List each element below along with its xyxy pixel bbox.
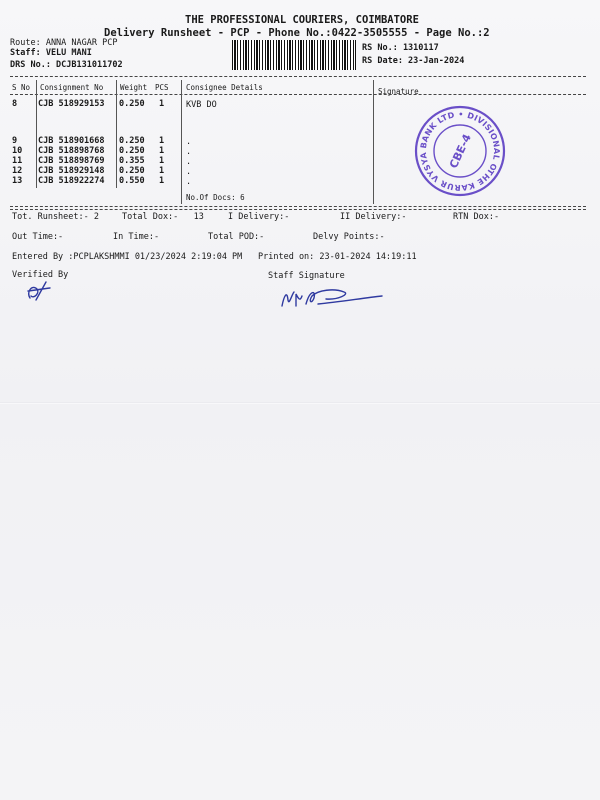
staff-signature: [278, 284, 384, 310]
stamp-center-text: CBE-4: [446, 132, 474, 171]
col-consignment: Consignment No: [40, 83, 104, 92]
table-row-sno: 8: [12, 99, 18, 109]
table-row-details: .: [186, 157, 192, 167]
table-row-consignment: CJB 518922274: [38, 176, 105, 186]
col-line: [181, 80, 182, 204]
table-row-pcs: 1: [159, 156, 165, 166]
col-weight: Weight: [120, 83, 148, 92]
table-row-sno: 13: [12, 176, 23, 186]
table-row-consignment: CJB 518929153: [38, 99, 105, 109]
i-delivery: I Delivery:-: [228, 212, 290, 222]
total-pod: Total POD:-: [208, 232, 265, 242]
tot-runsheet: Tot. Runsheet:- 2: [12, 212, 99, 222]
divider: [10, 206, 586, 207]
divider: [10, 76, 586, 77]
delvy-points: Delvy Points:-: [313, 232, 385, 242]
out-time: Out Time:-: [12, 232, 64, 242]
table-row-details: .: [186, 147, 192, 157]
table-row-details: .: [186, 137, 192, 147]
verified-signature: [24, 280, 54, 302]
total-dox: Total Dox:- 13: [122, 212, 204, 222]
col-line: [36, 80, 37, 188]
table-row-weight: 0.250: [119, 166, 145, 176]
table-row-weight: 0.550: [119, 176, 145, 186]
table-row-consignment: CJB 518898769: [38, 156, 105, 166]
col-signature: Signature: [378, 87, 419, 96]
bank-stamp: [414, 105, 506, 197]
table-row-pcs: 1: [159, 99, 165, 109]
company-name: THE PROFESSIONAL COURIERS, COIMBATORE: [185, 14, 419, 26]
in-time: In Time:-: [113, 232, 160, 242]
col-line: [373, 80, 374, 204]
drs-number: DRS No.: DCJB131011702: [10, 60, 123, 70]
table-row-pcs: 1: [159, 136, 165, 146]
table-row-consignment: CJB 518929148: [38, 166, 105, 176]
table-row-weight: 0.250: [119, 136, 145, 146]
ii-delivery: II Delivery:-: [340, 212, 407, 222]
col-sno: S No: [12, 83, 31, 92]
runsheet-title: Delivery Runsheet - PCP - Phone No.:0422-3505555 - Page No.:2: [104, 27, 490, 39]
staff-signature-label: Staff Signature: [268, 271, 345, 281]
rtn-dox: RTN Dox:-: [453, 212, 500, 222]
table-row-consignment: CJB 518898768: [38, 146, 105, 156]
table-row-weight: 0.250: [119, 146, 145, 156]
divider: [10, 209, 586, 210]
table-row-pcs: 1: [159, 146, 165, 156]
rs-date: RS Date: 23-Jan-2024: [362, 56, 465, 66]
table-row-sno: 10: [12, 146, 23, 156]
no-of-docs: No.Of Docs: 6: [186, 193, 245, 202]
col-consignee: Consignee Details: [186, 83, 263, 92]
table-row-details: .: [186, 177, 192, 187]
col-line: [116, 80, 117, 188]
paper-fold: [0, 402, 600, 404]
rs-number: RS No.: 1310117: [362, 43, 439, 53]
table-row-consignment: CJB 518901668: [38, 136, 105, 146]
divider: [10, 94, 586, 95]
table-row-pcs: 1: [159, 176, 165, 186]
verified-by-label: Verified By: [12, 270, 69, 280]
printed-on: Printed on: 23-01-2024 14:19:11: [258, 252, 417, 262]
table-row-weight: 0.250: [119, 99, 145, 109]
table-row-sno: 12: [12, 166, 23, 176]
table-row-sno: 9: [12, 136, 18, 146]
table-row-pcs: 1: [159, 166, 165, 176]
entered-by: Entered By :PCPLAKSHMMI 01/23/2024 2:19:04 PM: [12, 252, 243, 262]
stamp-outer-text: THE KARUR VYSYA BANK LTD • DIVISIONAL OFFICE: [418, 109, 502, 193]
staff-label: Staff: VELU MANI: [10, 48, 92, 58]
table-row-sno: 11: [12, 156, 23, 166]
barcode: [232, 40, 356, 70]
table-row-details: .: [186, 167, 192, 177]
table-row-weight: 0.355: [119, 156, 145, 166]
route-label: Route: ANNA NAGAR PCP: [10, 38, 118, 48]
table-row-details: KVB DO: [186, 100, 217, 110]
col-pcs: PCS: [155, 83, 169, 92]
